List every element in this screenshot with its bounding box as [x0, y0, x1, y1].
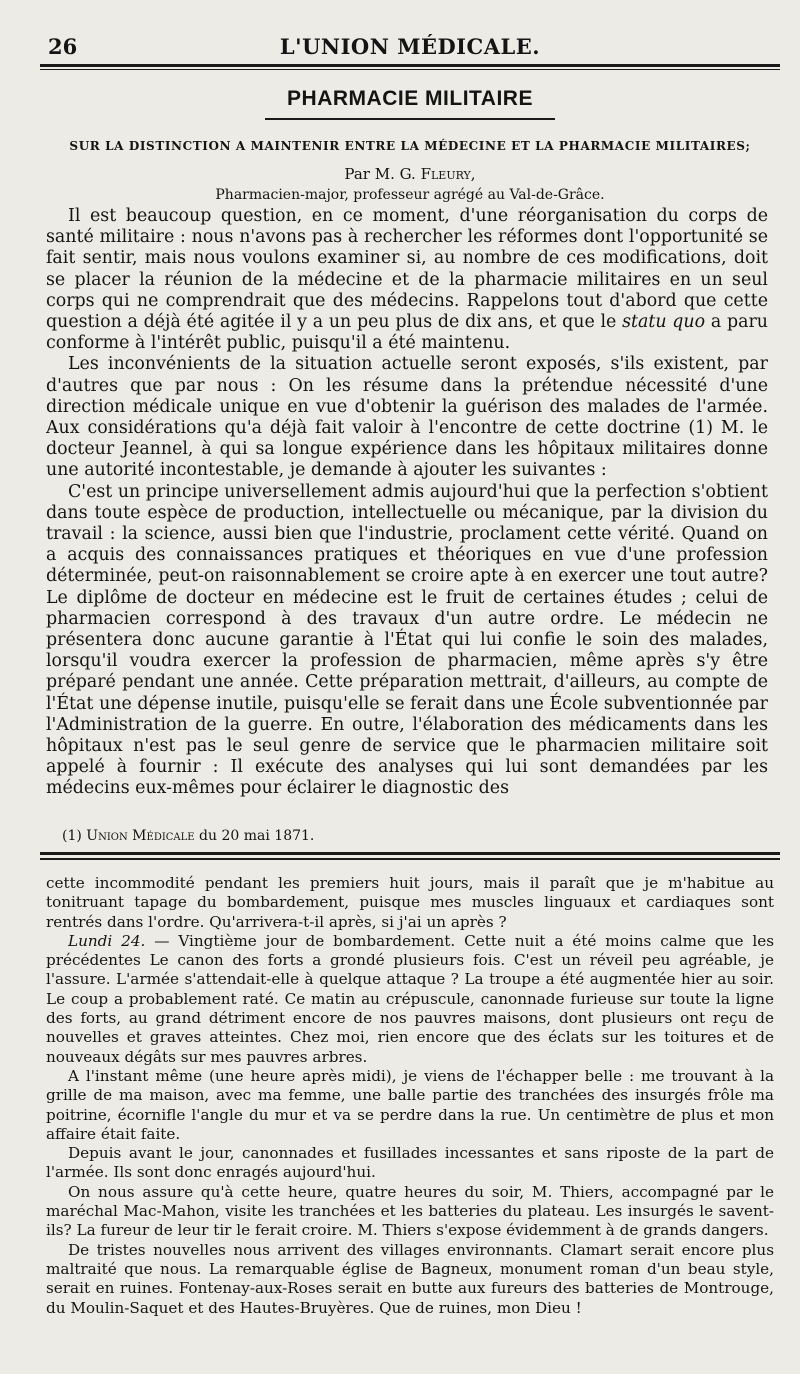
author-prefix: Par M. G. — [344, 165, 421, 183]
feuilleton-divider-thin — [40, 858, 780, 860]
journal-title: L'UNION MÉDICALE. — [279, 34, 541, 59]
feuilleton-body — [46, 874, 774, 1318]
article-subtitle: SUR LA DISTINCTION A MAINTENIR ENTRE LA MÉDECINE ET LA PHARMACIE MILITAIRES; — [69, 139, 751, 153]
article-author — [40, 165, 780, 183]
feuilleton-paragraph: De tristes nouvelles nous arrivent des villages environnants. Clamart serait encore plus maltraité que nous. La remarquable église de Bagneux, monument roman d'un beau style, serait en ruines. Fontenay-aux-Roses serait en butte aux fureurs des batteries de Montrouge, du Moulin-Saquet et des Hautes-Bruyères. Que de ruines, mon Dieu ! — [46, 1240, 774, 1317]
header-rule — [40, 64, 780, 67]
article-body — [46, 206, 768, 800]
section-rule — [265, 118, 555, 120]
footnote-journal: Union Médicale — [86, 828, 195, 844]
feuilleton-paragraph: On nous assure qu'à cette heure, quatre heures du soir, M. Thiers, accompagné par le maréchal Mac-Mahon, visite les tranchées et les batteries du plateau. Les insurgés le savent-ils? La fureur de leur tir le ferait croire. M. Thiers s'expose évidemment à de grands dangers. — [46, 1182, 774, 1240]
feuilleton-divider — [40, 852, 780, 855]
journal-page — [40, 0, 780, 1374]
latin-term: statu quo — [622, 312, 706, 333]
feuilleton-paragraph: A l'instant même (une heure après midi), je viens de l'échapper belle : me trouvant à la grille de ma maison, avec ma femme, une balle partie des tranchées des insurgés frôle ma poitrine, écornifle l'angle du mur et va se perdre dans la rue. Un centimètre de plus et mon affaire était faite. — [46, 1066, 774, 1143]
author-affiliation: Pharmacien-major, professeur agrégé au Val-de-Grâce. — [215, 187, 605, 203]
feuilleton-paragraph: cette incommodité pendant les premiers huit jours, mais il paraît que je m'habitue au tonitruant tapage du bombardement, puisque mes muscles linguaux et cardiaques sont rentrés dans l'ordre. Qu'arrivera-t-il après, si j'ai un après ? — [46, 874, 774, 931]
article-paragraph: Il est beaucoup question, en ce moment, d'une réorganisation du corps de santé militaire : nous n'avons pas à rechercher les réformes dont l'opportunité se fait sentir, mais nous voulons examiner si, au nombre de ces modifications, doit se placer la réunion de la médecine et de la pharmacie militaires en un seul corps qui ne comprendrait que des médecins. Rappelons tout d'abord que cette question a déjà été agitée il y a un peu plus de dix ans, et que le statu quo a paru conforme à l'intérêt public, puisqu'il a été maintenu. — [46, 206, 768, 354]
footnote: (1) Union Médicale du 20 mai 1871. — [62, 828, 315, 844]
feuilleton-paragraph: Lundi 24. — Vingtième jour de bombardement. Cette nuit a été moins calme que les précédentes Le canon des forts a grondé plusieurs fois. C'est un réveil peu agréable, je l'assure. L'armée s'attendait-elle à quelque attaque ? La troupe a été augmentée hier au soir. Le coup a probablement raté. Ce matin au crépuscule, canonnade furieuse sur toute la ligne des forts, au grand détriment encore de nos pauvres maisons, dont plusieurs ont reçu de nouvelles et graves atteintes. Chez moi, rien encore que des éclats sur les toitures et de nouveaux dégâts sur mes pauvres arbres. — [46, 931, 774, 1066]
author-name: Fleury, — [420, 165, 476, 183]
section-title: PHARMACIE MILITAIRE — [287, 87, 533, 110]
page-header — [40, 34, 780, 64]
date-label: Lundi 24. — [68, 931, 146, 950]
page-number: 26 — [48, 34, 78, 59]
header-rule-thin — [40, 69, 780, 70]
article-paragraph: Les inconvénients de la situation actuelle seront exposés, s'ils existent, par d'autres que par nous : On les résume dans la prétendue nécessité d'une direction médicale unique en vue d'obtenir la guérison des malades de l'armée. Aux considérations qu'a déjà fait valoir à l'encontre de cette doctrine (1) M. le docteur Jeannel, à qui sa longue expérience dans les hôpitaux militaires donne une autorité incontestable, je demande à ajouter les suivantes : — [46, 354, 768, 481]
article-paragraph: C'est un principe universellement admis aujourd'hui que la perfection s'obtient dans toute espèce de production, intellectuelle ou mécanique, par la division du travail : la science, aussi bien que l'industrie, proclament cette vérité. Quand on a acquis des connaissances pratiques et théoriques en vue d'une profession déterminée, peut-on raisonnablement se croire apte à en exercer une tout autre? Le diplôme de docteur en médecine est le fruit de certaines études ; celui de pharmacien correspond à des travaux d'un autre ordre. Le médecin ne présentera donc aucune garantie à l'État qui lui confie le soin des malades, lorsqu'il voudra exercer la profession de pharmacien, même après s'y être préparé pendant une année. Cette préparation mettrait, d'ailleurs, au compte de l'État une dépense inutile, puisqu'elle se ferait dans une École subventionnée par l'Administration de la guerre. En outre, l'élaboration des médicaments dans les hôpitaux n'est pas le seul genre de service que le pharmacien militaire soit appelé à fournir : Il exécute des analyses qui lui sont demandées par les médecins eux-mêmes pour éclairer le diagnostic des — [46, 481, 768, 799]
feuilleton-paragraph: Depuis avant le jour, canonnades et fusillades incessantes et sans riposte de la part de l'armée. Ils sont donc enragés aujourd'hui. — [46, 1144, 774, 1182]
